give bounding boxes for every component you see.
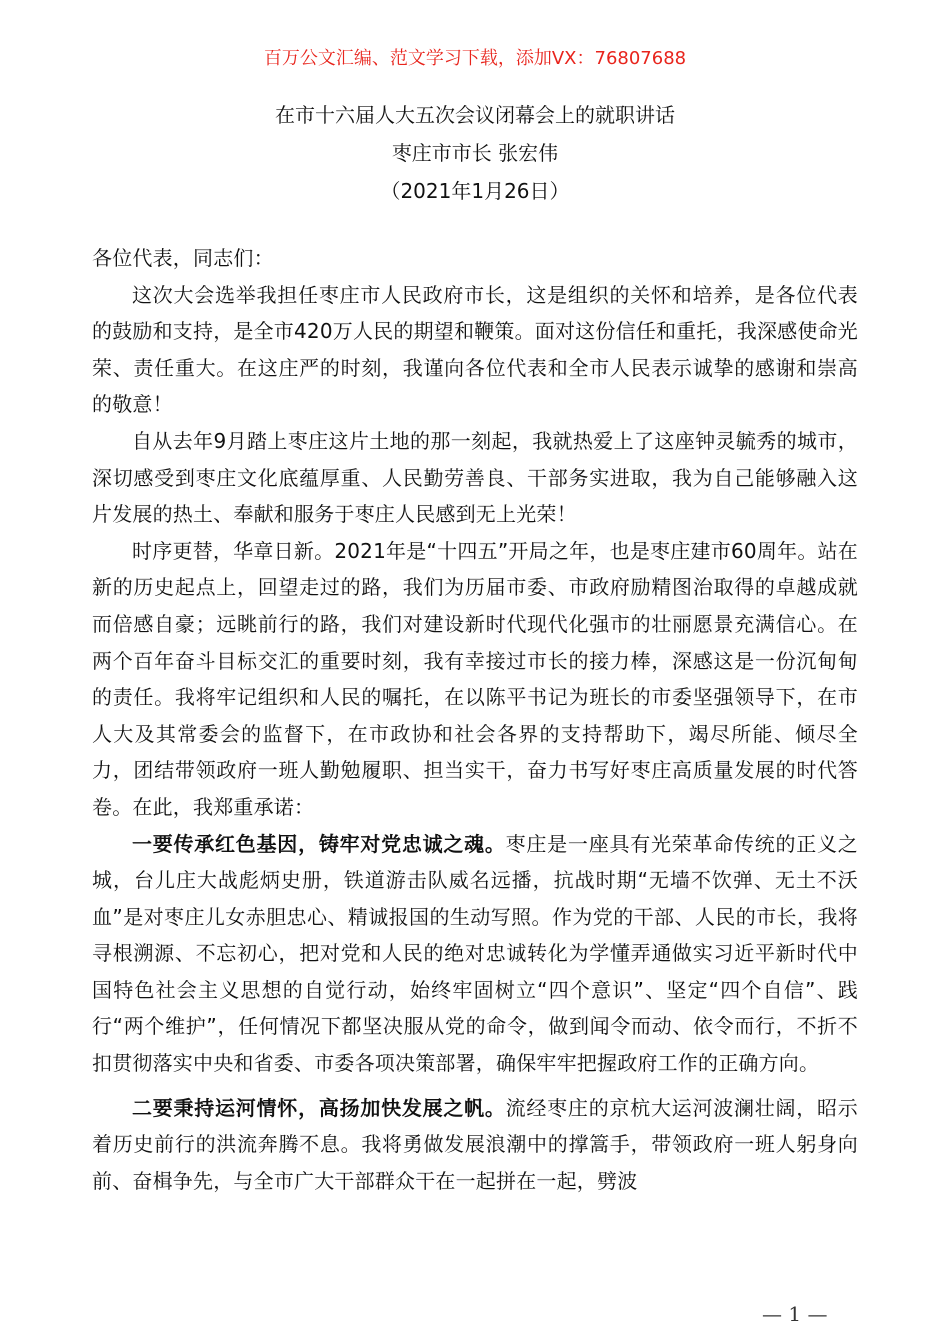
paragraph-4	[92, 826, 858, 1082]
paragraph-4-heading: 一要传承红色基因，铸牢对党忠诚之魂。	[132, 831, 506, 856]
paragraph-2: 自从去年9月踏上枣庄这片土地的那一刻起，我就热爱上了这座钟灵毓秀的城市，深切感受到枣庄文化底蕴厚重、人民勤劳善良、干部务实进取，我为自己能够融入这片发展的热土、奉献和服务于枣庄人民感到无上光荣！	[92, 428, 858, 527]
document-author: 枣庄市市长 张宏伟	[391, 141, 559, 165]
document-body	[92, 240, 858, 1199]
paragraph-5	[92, 1090, 858, 1200]
paragraph-1: 这次大会选举我担任枣庄市人民政府市长，这是组织的关怀和培养，是各位代表的鼓励和支持，是全市420万人民的期望和鞭策。面对这份信任和重托，我深感使命光荣、责任重大。在这庄严的时刻，我谨向各位代表和全市人民表示诚挚的感谢和崇高的敬意！	[92, 282, 858, 417]
document-header	[0, 96, 950, 210]
document-date: （2021年1月26日）	[380, 179, 570, 203]
paragraph-3: 时序更替，华章日新。2021年是“十四五”开局之年，也是枣庄建市60周年。站在新的历史起点上，回望走过的路，我们为历届市委、市政府励精图治取得的卓越成就而倍感自豪；远眺前行的路，我们对建设新时代现代化强市的壮丽愿景充满信心。在两个百年奋斗目标交汇的重要时刻，我有幸接过市长的接力棒，深感这是一份沉甸甸的责任。我将牢记组织和人民的嘱托，在以陈平书记为班长的市委坚强领导下，在市人大及其常委会的监督下，在市政协和社会各界的支持帮助下，竭尽所能、倾尽全力，团结带领政府一班人勤勉履职、担当实干，奋力书写好枣庄高质量发展的时代答卷。在此，我郑重承诺：	[92, 538, 858, 819]
watermark-banner: 百万公文汇编、范文学习下载，添加VX：76807688	[263, 48, 687, 69]
paragraph-5-text: 流经枣庄的京杭大运河波澜壮阔，昭示着历史前行的洪流奔腾不息。我将勇做发展浪潮中的撑篙手，带领政府一班人躬身向前、奋楫争先，与全市广大干部群众干在一起拼在一起，劈波	[92, 1095, 858, 1193]
paragraph-4-text: 枣庄是一座具有光荣革命传统的正义之城，台儿庄大战彪炳史册，铁道游击队威名远播，抗战时期“无墙不饮弹、无土不沃血”是对枣庄儿女赤胆忠心、精诚报国的生动写照。作为党的干部、人民的市长，我将寻根溯源、不忘初心，把对党和人民的绝对忠诚转化为学懂弄通做实习近平新时代中国特色社会主义思想的自觉行动，始终牢固树立“四个意识”、坚定“四个自信”、践行“两个维护”，任何情况下都坚决服从党的命令，做到闻令而动、依令而行，不折不扣贯彻落实中央和省委、市委各项决策部署，确保牢牢把握政府工作的正确方向。	[92, 831, 858, 1076]
salutation: 各位代表，同志们：	[92, 246, 274, 270]
page-number: — 1 —	[762, 1302, 828, 1326]
document-title: 在市十六届人大五次会议闭幕会上的就职讲话	[275, 103, 675, 127]
paragraph-5-heading: 二要秉持运河情怀，高扬加快发展之帆。	[132, 1095, 506, 1120]
